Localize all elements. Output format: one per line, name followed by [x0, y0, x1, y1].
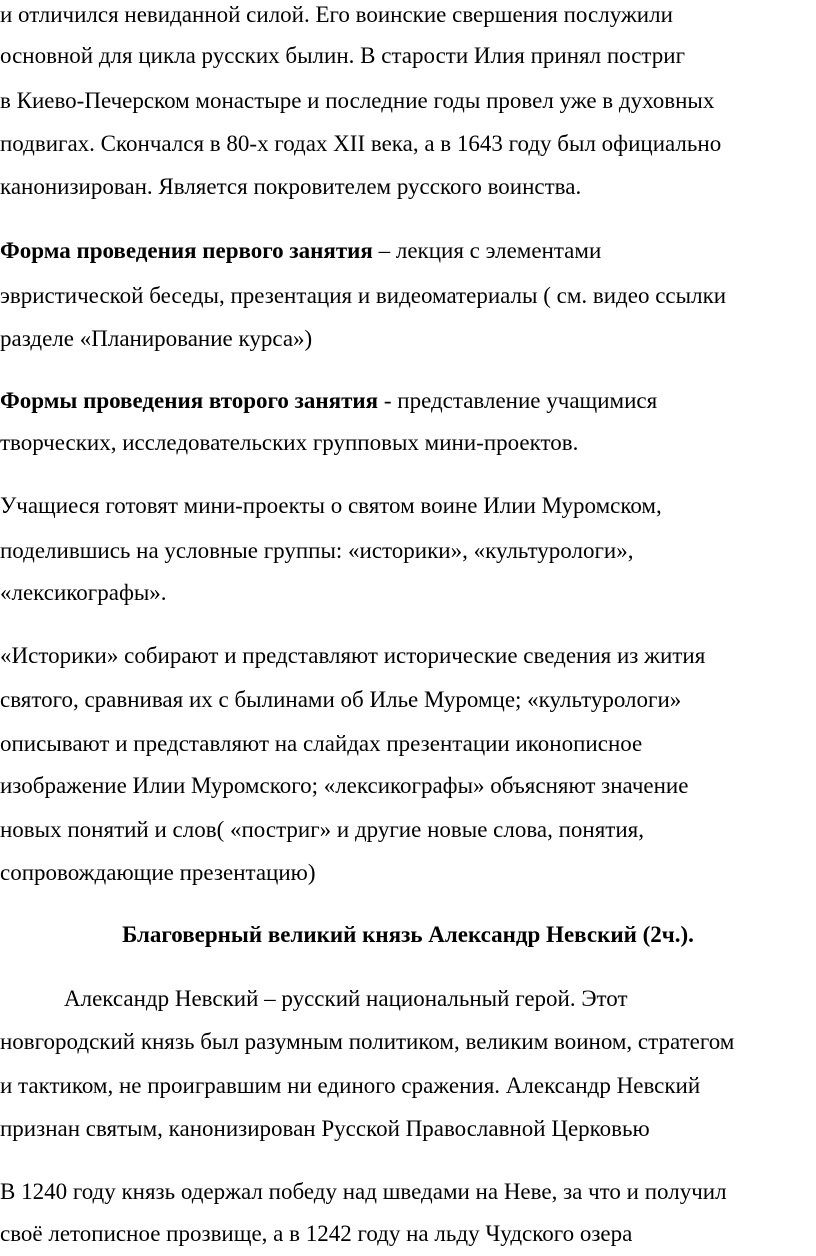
text-line: своё летописное прозвище, а в 1242 году на льду Чудского озера	[0, 1221, 633, 1246]
text-line: Александр Невский – русский национальный герой. Этот	[64, 986, 628, 1011]
text-line: основной для цикла русских былин. В старости Илия принял постриг	[0, 43, 686, 68]
text-line: и тактиком, не проигравшим ни единого сражения. Александр Невский	[0, 1073, 701, 1098]
text-line: описывают и представляют на слайдах презентации иконописное	[0, 731, 643, 756]
text-line: эвристической беседы, презентация и видеоматериалы ( см. видео ссылки	[0, 283, 727, 308]
text-line: изображение Илии Муромского; «лексикографы» объясняют значение	[0, 773, 689, 798]
bold-term: Форма проведения первого занятия	[0, 238, 373, 263]
text-line: и отличился невиданной силой. Его воинские свершения послужили	[0, 2, 673, 27]
text-span: – лекция с элементами	[372, 238, 602, 263]
text-line: «лексикографы».	[0, 580, 167, 605]
text-line: творческих, исследовательских групповых мини-проектов.	[0, 430, 579, 455]
text-line: «Историки» собирают и представляют исторические сведения из жития	[0, 643, 706, 668]
text-line: признан святым, канонизирован Русской Православной Церковью	[0, 1116, 650, 1141]
section-heading: Благоверный великий князь Александр Невский (2ч.).	[122, 922, 694, 947]
text-line: канонизирован. Является покровителем русского воинства.	[0, 174, 582, 199]
text-span: - представление учащимися	[378, 388, 658, 413]
text-line	[0, 236, 601, 266]
text-line: разделе «Планирование курса»)	[0, 326, 313, 351]
text-line: новгородский князь был разумным политиком, великим воином, стратегом	[0, 1029, 735, 1054]
text-line: поделившись на условные группы: «историки», «культурологи»,	[0, 538, 634, 563]
text-line: в Киево-Печерском монастыре и последние годы провел уже в духовных	[0, 88, 715, 113]
text-line: В 1240 году князь одержал победу над шведами на Неве, за что и получил	[0, 1179, 727, 1204]
text-line: Учащиеся готовят мини-проекты о святом воине Илии Муромском,	[0, 493, 662, 518]
text-line	[0, 386, 657, 416]
text-line: подвигах. Скончался в 80-х годах XII века, а в 1643 году был официально	[0, 131, 722, 156]
text-line: святого, сравнивая их с былинами об Илье Муромце; «культурологи»	[0, 687, 682, 712]
text-line: сопровождающие презентацию)	[0, 860, 316, 885]
bold-term: Формы проведения второго занятия	[0, 388, 379, 413]
text-line: новых понятий и слов( «постриг» и другие новые слова, понятия,	[0, 817, 644, 842]
